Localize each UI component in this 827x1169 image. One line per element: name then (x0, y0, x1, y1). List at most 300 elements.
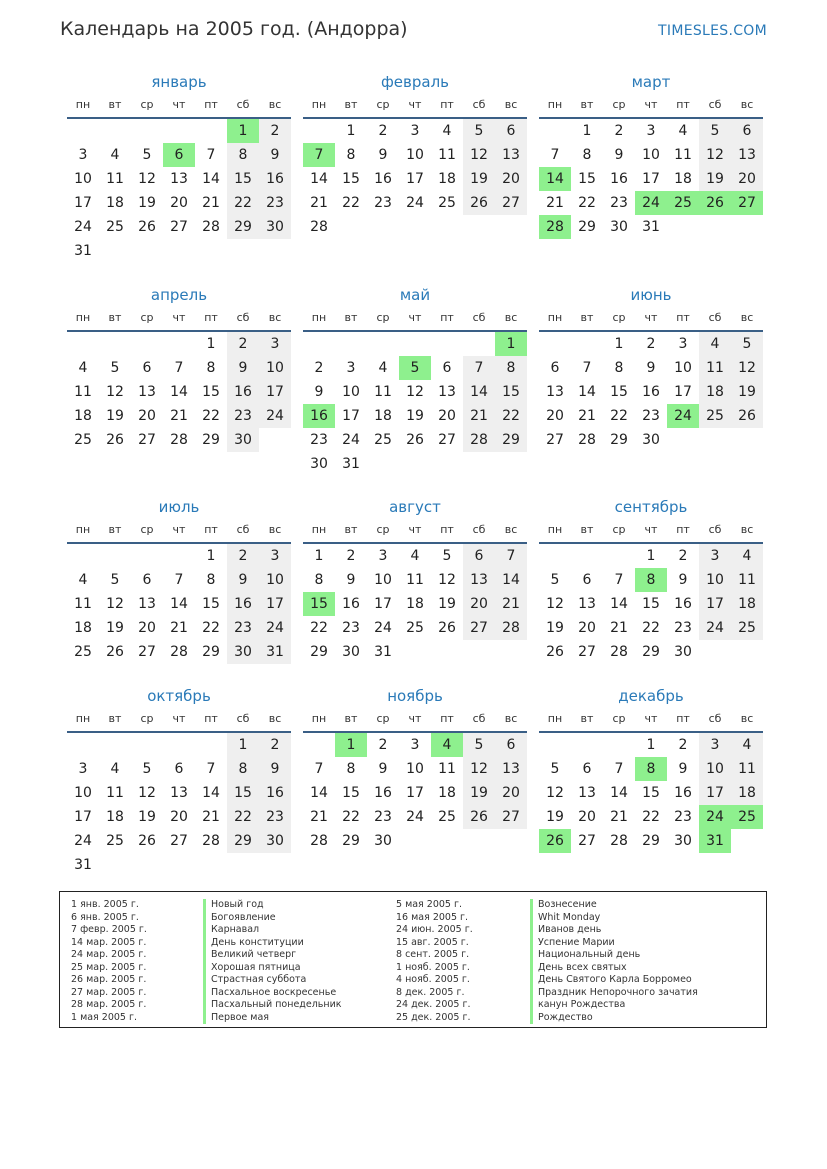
weekday-header: вт (335, 518, 367, 543)
day-cell: 13 (463, 568, 495, 592)
day-cell: 5 (110, 572, 120, 588)
day-cell: 3 (346, 360, 356, 376)
day-cell: 26 (138, 219, 156, 235)
day-cell: 1 (227, 118, 259, 143)
day-cell: 17 (406, 171, 424, 187)
day-cell: 25 (699, 404, 731, 428)
day-cell: 26 (463, 805, 495, 829)
holiday-date: 28 мар. 2005 г. (71, 999, 147, 1010)
day-cell: 18 (74, 620, 92, 636)
day-cell: 22 (495, 404, 527, 428)
weekday-header: вс (731, 707, 763, 732)
day-cell: 9 (346, 572, 356, 588)
empty-cell (335, 215, 367, 239)
weekday-header: пн (539, 93, 571, 118)
empty-cell (399, 215, 431, 239)
day-cell: 7 (303, 143, 335, 167)
weekday-header: вт (99, 306, 131, 331)
day-cell: 19 (106, 408, 124, 424)
day-cell: 15 (342, 171, 360, 187)
month-days-table (303, 93, 527, 239)
weekday-header: пн (303, 93, 335, 118)
day-cell: 19 (438, 596, 456, 612)
day-cell: 15 (610, 384, 628, 400)
weekday-header: пт (667, 93, 699, 118)
day-cell: 31 (74, 857, 92, 873)
day-cell: 9 (259, 143, 291, 167)
empty-cell (731, 428, 763, 452)
day-cell: 28 (202, 833, 220, 849)
month-name: январь (151, 73, 207, 91)
day-cell: 6 (442, 360, 452, 376)
day-cell: 20 (578, 809, 596, 825)
empty-cell (163, 118, 195, 143)
holiday-name: Пасхальный понедельник (203, 999, 342, 1012)
day-cell: 1 (335, 732, 367, 757)
page-title: Календарь на 2005 год. (Андорра) (60, 18, 408, 40)
day-cell: 27 (578, 644, 596, 660)
empty-cell (571, 732, 603, 757)
weekday-header: пн (303, 707, 335, 732)
empty-cell (131, 331, 163, 356)
holiday-name: День всех святых (530, 962, 698, 975)
day-cell: 4 (110, 761, 120, 777)
day-cell: 4 (699, 331, 731, 356)
weekday-header: чт (635, 93, 667, 118)
day-cell: 17 (374, 596, 392, 612)
day-cell: 20 (731, 167, 763, 191)
empty-cell (131, 732, 163, 757)
holiday-name: Праздник Непорочного зачатия (530, 987, 698, 1000)
day-cell: 23 (227, 616, 259, 640)
holiday-date: 6 янв. 2005 г. (71, 911, 139, 923)
day-cell: 12 (546, 785, 564, 801)
day-cell: 26 (406, 432, 424, 448)
weekday-header: чт (635, 518, 667, 543)
day-cell: 21 (202, 809, 220, 825)
month-name: август (389, 498, 441, 516)
day-cell: 31 (74, 243, 92, 259)
holiday-name: Успение Марии (530, 937, 698, 950)
holiday-name: Новый год (203, 899, 342, 912)
day-cell: 10 (642, 147, 660, 163)
day-cell: 5 (699, 118, 731, 143)
day-cell: 4 (378, 360, 388, 376)
day-cell: 12 (699, 143, 731, 167)
month-calendar (67, 496, 291, 664)
holiday-name: Рождество (530, 1012, 698, 1025)
day-cell: 23 (310, 432, 328, 448)
empty-cell (163, 543, 195, 568)
holiday-date: 15 авг. 2005 г. (396, 936, 469, 948)
day-cell: 30 (342, 644, 360, 660)
day-cell: 30 (374, 833, 392, 849)
day-cell: 6 (495, 732, 527, 757)
weekday-header: ср (603, 707, 635, 732)
day-cell: 9 (678, 572, 688, 588)
day-cell: 11 (674, 147, 692, 163)
day-cell: 13 (438, 384, 456, 400)
day-cell: 23 (227, 404, 259, 428)
day-cell: 12 (463, 143, 495, 167)
day-cell: 12 (106, 384, 124, 400)
empty-cell (399, 829, 431, 853)
day-cell: 16 (642, 384, 660, 400)
empty-cell (431, 215, 463, 239)
day-cell: 24 (635, 191, 667, 215)
weekday-header: сб (463, 707, 495, 732)
empty-cell (335, 331, 367, 356)
empty-cell (227, 239, 259, 263)
day-cell: 6 (550, 360, 560, 376)
day-cell: 20 (463, 592, 495, 616)
day-cell: 27 (495, 805, 527, 829)
day-cell: 26 (539, 829, 571, 853)
day-cell: 25 (74, 432, 92, 448)
day-cell: 17 (699, 592, 731, 616)
day-cell: 10 (74, 171, 92, 187)
day-cell: 30 (259, 215, 291, 239)
weekday-header: пн (539, 306, 571, 331)
weekday-header: пт (431, 518, 463, 543)
day-cell: 9 (259, 757, 291, 781)
day-cell: 19 (463, 167, 495, 191)
day-cell: 28 (539, 215, 571, 239)
day-cell: 21 (310, 809, 328, 825)
day-cell: 12 (138, 785, 156, 801)
day-cell: 3 (259, 331, 291, 356)
weekday-header: чт (163, 518, 195, 543)
day-cell: 2 (346, 548, 356, 564)
empty-cell (431, 452, 463, 476)
day-cell: 5 (142, 147, 152, 163)
legend-right-names (530, 899, 698, 1024)
day-cell: 2 (378, 123, 388, 139)
empty-cell (99, 239, 131, 263)
day-cell: 21 (170, 408, 188, 424)
weekday-header: чт (399, 93, 431, 118)
day-cell: 31 (699, 829, 731, 853)
empty-cell (463, 452, 495, 476)
month-days-table (67, 306, 291, 452)
weekday-header: чт (635, 306, 667, 331)
day-cell: 8 (495, 356, 527, 380)
day-cell: 10 (406, 761, 424, 777)
day-cell: 6 (495, 118, 527, 143)
day-cell: 15 (227, 167, 259, 191)
day-cell: 24 (406, 809, 424, 825)
day-cell: 27 (138, 644, 156, 660)
day-cell: 15 (303, 592, 335, 616)
day-cell: 29 (342, 833, 360, 849)
day-cell: 6 (463, 543, 495, 568)
empty-cell (463, 331, 495, 356)
day-cell: 18 (74, 408, 92, 424)
empty-cell (495, 829, 527, 853)
day-cell: 1 (206, 336, 216, 352)
day-cell: 7 (614, 761, 624, 777)
day-cell: 11 (699, 356, 731, 380)
month-days-table (303, 707, 527, 853)
day-cell: 13 (138, 596, 156, 612)
month-name: май (399, 286, 431, 304)
day-cell: 29 (642, 833, 660, 849)
weekday-header: сб (227, 518, 259, 543)
day-cell: 27 (138, 432, 156, 448)
weekday-header: сб (699, 93, 731, 118)
day-cell: 18 (731, 781, 763, 805)
day-cell: 13 (546, 384, 564, 400)
day-cell: 3 (699, 543, 731, 568)
day-cell: 30 (674, 644, 692, 660)
day-cell: 11 (438, 761, 456, 777)
month-days-table (539, 93, 763, 239)
empty-cell (163, 239, 195, 263)
day-cell: 2 (227, 543, 259, 568)
empty-cell (699, 215, 731, 239)
day-cell: 23 (342, 620, 360, 636)
weekday-header: пт (431, 306, 463, 331)
day-cell: 6 (582, 761, 592, 777)
weekday-header: чт (163, 306, 195, 331)
site-brand-link[interactable]: TIMESLES.COM (658, 23, 767, 39)
day-cell: 9 (378, 761, 388, 777)
weekday-header: вс (259, 306, 291, 331)
month-name: июль (158, 498, 200, 516)
day-cell: 13 (578, 596, 596, 612)
day-cell: 5 (110, 360, 120, 376)
day-cell: 20 (170, 195, 188, 211)
day-cell: 20 (170, 809, 188, 825)
holiday-name: День Святого Карла Борромео (530, 974, 698, 987)
weekday-header: вс (731, 93, 763, 118)
day-cell: 25 (374, 432, 392, 448)
holidays-legend (59, 891, 767, 1028)
empty-cell (67, 118, 99, 143)
day-cell: 24 (699, 805, 731, 829)
day-cell: 14 (170, 384, 188, 400)
day-cell: 25 (731, 805, 763, 829)
day-cell: 24 (259, 404, 291, 428)
day-cell: 11 (74, 384, 92, 400)
day-cell: 23 (674, 620, 692, 636)
month-days-table (303, 518, 527, 664)
holiday-name: Великий четверг (203, 949, 342, 962)
day-cell: 7 (174, 360, 184, 376)
empty-cell (667, 428, 699, 452)
day-cell: 2 (646, 336, 656, 352)
day-cell: 28 (495, 616, 527, 640)
day-cell: 21 (310, 195, 328, 211)
empty-cell (431, 640, 463, 664)
weekday-header: чт (163, 93, 195, 118)
weekday-header: пт (195, 93, 227, 118)
day-cell: 19 (463, 781, 495, 805)
day-cell: 2 (678, 548, 688, 564)
day-cell: 16 (259, 781, 291, 805)
day-cell: 4 (731, 543, 763, 568)
day-cell: 26 (731, 404, 763, 428)
day-cell: 6 (582, 572, 592, 588)
day-cell: 27 (546, 432, 564, 448)
day-cell: 5 (142, 761, 152, 777)
empty-cell (731, 215, 763, 239)
weekday-header: вт (99, 707, 131, 732)
day-cell: 2 (378, 737, 388, 753)
month-days-table (303, 306, 527, 476)
empty-cell (431, 331, 463, 356)
day-cell: 26 (463, 191, 495, 215)
day-cell: 20 (495, 167, 527, 191)
weekday-header: сб (463, 306, 495, 331)
day-cell: 8 (206, 360, 216, 376)
day-cell: 15 (202, 596, 220, 612)
holiday-date: 16 мая 2005 г. (396, 911, 469, 923)
weekday-header: вс (259, 93, 291, 118)
day-cell: 22 (202, 408, 220, 424)
holiday-name: Whit Monday (530, 912, 698, 925)
weekday-header: пн (67, 306, 99, 331)
day-cell: 8 (227, 757, 259, 781)
month-calendar (303, 71, 527, 239)
weekday-header: ср (367, 707, 399, 732)
day-cell: 31 (374, 644, 392, 660)
day-cell: 15 (202, 384, 220, 400)
empty-cell (67, 732, 99, 757)
holiday-date: 26 мар. 2005 г. (71, 974, 147, 985)
weekday-header: ср (367, 93, 399, 118)
day-cell: 18 (406, 596, 424, 612)
day-cell: 24 (342, 432, 360, 448)
day-cell: 3 (378, 548, 388, 564)
weekday-header: вт (99, 518, 131, 543)
empty-cell (163, 331, 195, 356)
holiday-date: 1 нояб. 2005 г. (396, 961, 470, 973)
day-cell: 16 (227, 592, 259, 616)
day-cell: 17 (74, 195, 92, 211)
day-cell: 6 (174, 761, 184, 777)
weekday-header: пн (539, 518, 571, 543)
day-cell: 2 (259, 118, 291, 143)
day-cell: 13 (578, 785, 596, 801)
empty-cell (67, 331, 99, 356)
weekday-header: чт (163, 707, 195, 732)
day-cell: 25 (106, 219, 124, 235)
holiday-date: 7 февр. 2005 г. (71, 924, 147, 935)
day-cell: 1 (582, 123, 592, 139)
day-cell: 21 (463, 404, 495, 428)
day-cell: 4 (78, 572, 88, 588)
day-cell: 17 (259, 592, 291, 616)
day-cell: 14 (610, 596, 628, 612)
legend-left-dates (71, 899, 147, 1024)
day-cell: 8 (635, 757, 667, 781)
weekday-header: сб (463, 518, 495, 543)
month-days-table (67, 707, 291, 877)
day-cell: 30 (227, 640, 259, 664)
day-cell: 4 (78, 360, 88, 376)
holiday-date: 27 мар. 2005 г. (71, 986, 147, 998)
empty-cell (571, 331, 603, 356)
day-cell: 29 (202, 432, 220, 448)
day-cell: 21 (170, 620, 188, 636)
day-cell: 25 (406, 620, 424, 636)
day-cell: 2 (678, 737, 688, 753)
day-cell: 14 (170, 596, 188, 612)
empty-cell (303, 331, 335, 356)
day-cell: 9 (378, 147, 388, 163)
empty-cell (399, 331, 431, 356)
day-cell: 26 (106, 432, 124, 448)
day-cell: 28 (170, 432, 188, 448)
empty-cell (731, 829, 763, 853)
day-cell: 14 (610, 785, 628, 801)
day-cell: 23 (674, 809, 692, 825)
weekday-header: пт (195, 306, 227, 331)
day-cell: 5 (550, 761, 560, 777)
day-cell: 23 (259, 805, 291, 829)
day-cell: 11 (74, 596, 92, 612)
weekday-header: вт (571, 707, 603, 732)
day-cell: 10 (406, 147, 424, 163)
month-name: июнь (630, 286, 672, 304)
day-cell: 19 (546, 620, 564, 636)
day-cell: 16 (674, 596, 692, 612)
weekday-header: пн (67, 707, 99, 732)
empty-cell (699, 640, 731, 664)
holiday-date: 14 мар. 2005 г. (71, 936, 147, 948)
weekday-header: вт (335, 306, 367, 331)
weekday-header: пт (667, 306, 699, 331)
day-cell: 9 (227, 568, 259, 592)
day-cell: 24 (374, 620, 392, 636)
day-cell: 5 (442, 548, 452, 564)
weekday-header: пн (303, 518, 335, 543)
empty-cell (431, 829, 463, 853)
weekday-header: ср (131, 518, 163, 543)
empty-cell (539, 331, 571, 356)
empty-cell (539, 118, 571, 143)
day-cell: 20 (578, 620, 596, 636)
day-cell: 29 (227, 829, 259, 853)
empty-cell (67, 543, 99, 568)
weekday-header: пт (667, 518, 699, 543)
day-cell: 14 (495, 568, 527, 592)
day-cell: 29 (202, 644, 220, 660)
day-cell: 12 (546, 596, 564, 612)
day-cell: 13 (170, 785, 188, 801)
day-cell: 10 (699, 757, 731, 781)
weekday-header: пн (67, 93, 99, 118)
day-cell: 17 (406, 785, 424, 801)
day-cell: 12 (463, 757, 495, 781)
day-cell: 11 (406, 572, 424, 588)
weekday-header: ср (131, 93, 163, 118)
empty-cell (303, 732, 335, 757)
day-cell: 1 (614, 336, 624, 352)
day-cell: 18 (731, 592, 763, 616)
day-cell: 27 (438, 432, 456, 448)
weekday-header: сб (699, 518, 731, 543)
empty-cell (495, 640, 527, 664)
day-cell: 17 (74, 809, 92, 825)
day-cell: 31 (259, 640, 291, 664)
day-cell: 16 (374, 171, 392, 187)
day-cell: 13 (138, 384, 156, 400)
day-cell: 6 (142, 572, 152, 588)
empty-cell (259, 239, 291, 263)
day-cell: 2 (259, 732, 291, 757)
